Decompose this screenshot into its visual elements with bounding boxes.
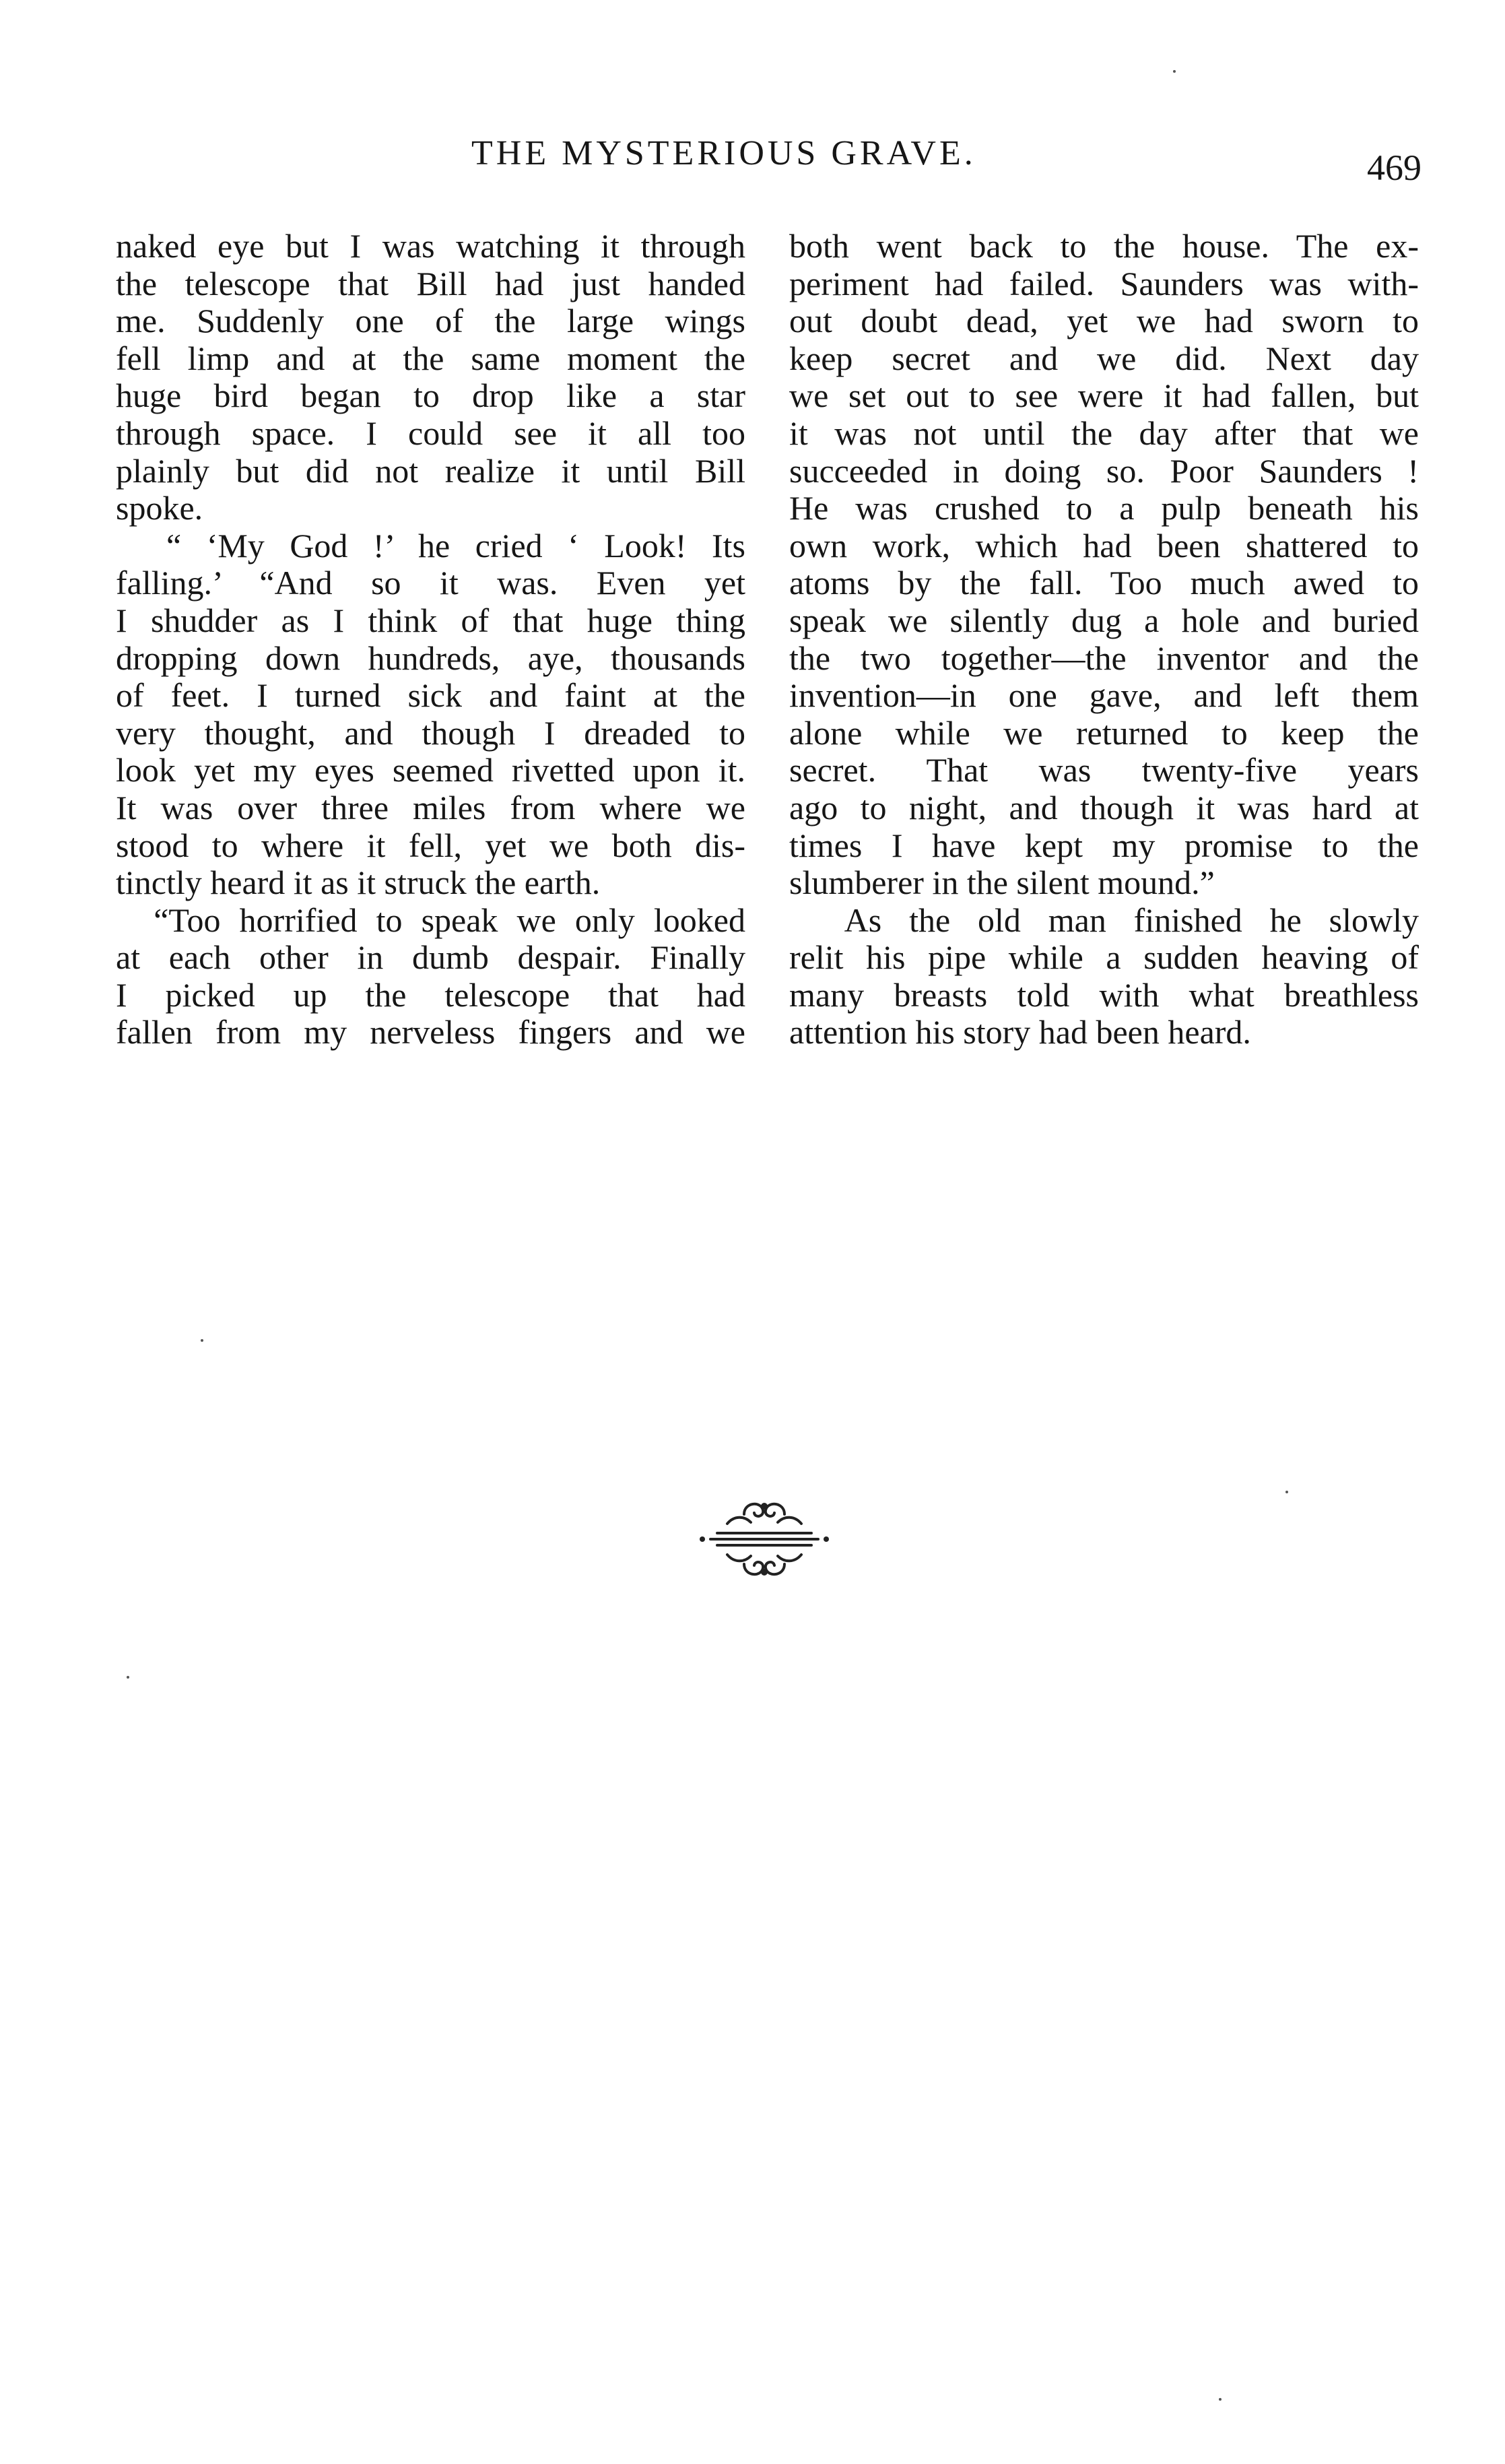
text-line: falling.’ “And so it was. Even yet xyxy=(116,564,745,602)
text-line: huge bird began to drop like a star xyxy=(116,377,745,415)
text-line: succeeded in doing so. Poor Saunders ! xyxy=(789,452,1419,490)
text-line: both went back to the house. The ex- xyxy=(789,228,1419,265)
text-line: alone while we returned to keep the xyxy=(789,714,1419,752)
paper-speck xyxy=(1219,2398,1222,2401)
left-text-column xyxy=(116,228,745,1051)
text-line: own work, which had been shattered to xyxy=(789,527,1419,564)
text-line: tinctly heard it as it struck the earth. xyxy=(116,864,601,902)
text-line: He was crushed to a pulp beneath his xyxy=(789,490,1419,527)
text-line: plainly but did not realize it until Bill xyxy=(116,452,745,490)
text-line: slumberer in the silent mound.” xyxy=(789,864,1215,902)
text-line: me. Suddenly one of the large wings xyxy=(116,302,745,340)
text-line: I picked up the telescope that had xyxy=(116,976,745,1014)
text-line: the telescope that Bill had just handed xyxy=(116,265,745,302)
running-title: THE MYSTERIOUS GRAVE. xyxy=(471,134,976,172)
text-line: “Too horrified to speak we only looked xyxy=(116,901,745,939)
text-line: periment had failed. Saunders was with- xyxy=(789,265,1419,302)
text-line: it was not until the day after that we xyxy=(789,414,1419,452)
text-line: through space. I could see it all too xyxy=(116,414,745,452)
text-line: stood to where it fell, yet we both dis- xyxy=(116,826,745,864)
text-line: naked eye but I was watching it through xyxy=(116,228,745,265)
text-line: the two together—the inventor and the xyxy=(789,639,1419,677)
text-line: at each other in dumb despair. Finally xyxy=(116,939,745,977)
text-line: secret. That was twenty-five years xyxy=(789,752,1419,789)
text-line: out doubt dead, yet we had sworn to xyxy=(789,302,1419,340)
page-number: 469 xyxy=(1367,148,1422,188)
text-line: ago to night, and though it was hard at xyxy=(789,789,1419,826)
text-line: dropping down hundreds, aye, thousands xyxy=(116,639,745,677)
paper-speck xyxy=(1173,70,1176,73)
text-line: keep secret and we did. Next day xyxy=(789,339,1419,377)
text-line: invention—in one gave, and left them xyxy=(789,677,1419,715)
text-line: look yet my eyes seemed rivetted upon it. xyxy=(116,752,745,789)
text-line: As the old man finished he slowly xyxy=(789,901,1419,939)
text-line: times I have kept my promise to the xyxy=(789,826,1419,864)
running-head xyxy=(0,133,1505,188)
text-line: attention his story had been heard. xyxy=(789,1014,1251,1051)
paper-speck xyxy=(127,1676,129,1679)
text-line: spoke. xyxy=(116,490,203,527)
text-line: speak we silently dug a hole and buried xyxy=(789,602,1419,639)
text-line: relit his pipe while a sudden heaving of xyxy=(789,939,1419,977)
text-line: very thought, and though I dreaded to xyxy=(116,714,745,752)
text-line: It was over three miles from where we xyxy=(116,789,745,826)
text-line: fallen from my nerveless fingers and we xyxy=(116,1014,745,1051)
text-line: of feet. I turned sick and faint at the xyxy=(116,677,745,715)
text-line: “ ‘My God !’ he cried ‘ Look! Its xyxy=(116,527,745,564)
text-line: many breasts told with what breathless xyxy=(789,976,1419,1014)
text-line: fell limp and at the same moment the xyxy=(116,339,745,377)
text-line: we set out to see were it had fallen, but xyxy=(789,377,1419,415)
text-line: atoms by the fall. Too much awed to xyxy=(789,564,1419,602)
ornament-icon xyxy=(690,1489,838,1590)
paper-speck xyxy=(1285,1491,1288,1493)
text-line: I shudder as I think of that huge thing xyxy=(116,602,745,639)
paper-speck xyxy=(201,1339,203,1342)
right-text-column xyxy=(789,228,1419,1051)
